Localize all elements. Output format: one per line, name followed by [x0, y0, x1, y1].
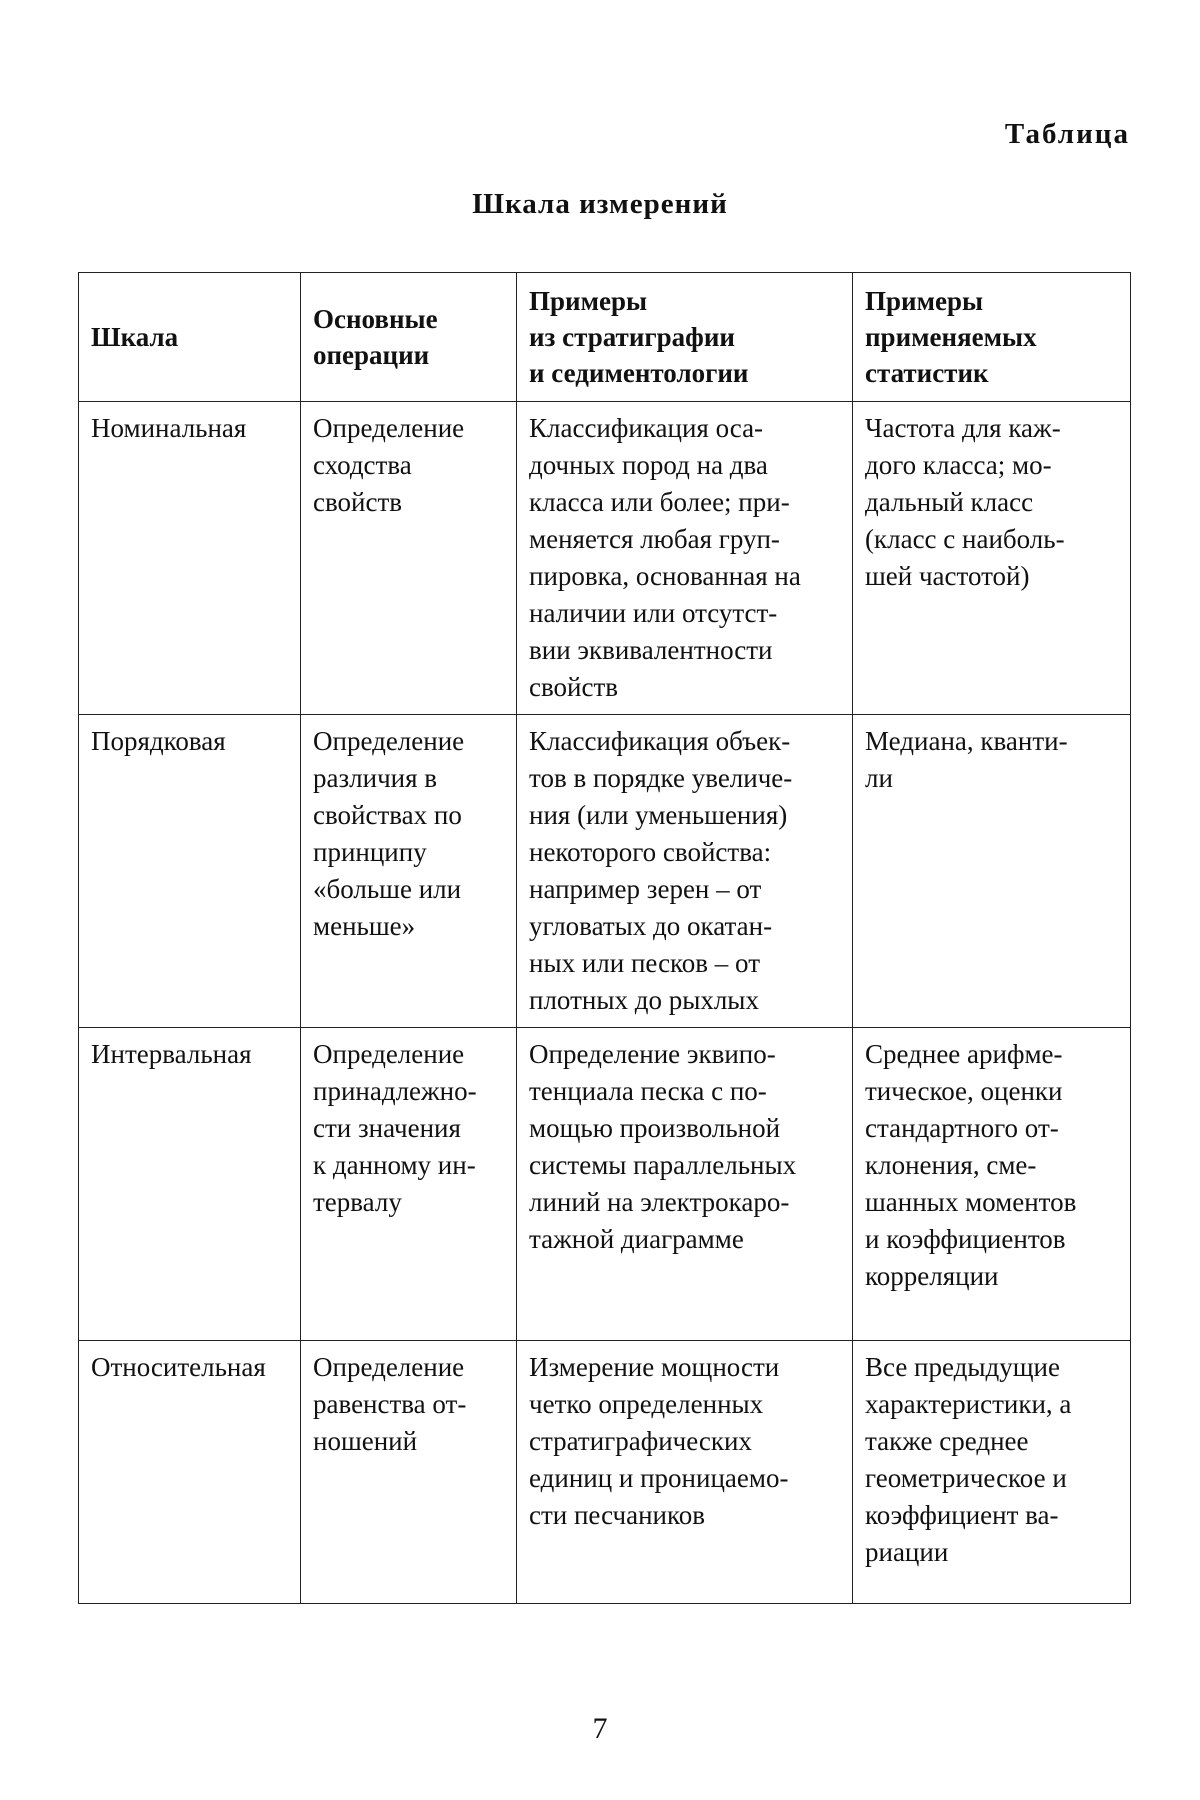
cell-scale: Относительная: [79, 1341, 301, 1604]
table-row: [79, 1341, 1131, 1604]
cell-examples: Определение эквипо- тенциала песка с по- мощью произвольной системы параллельных линий на электрокаро- тажной диаграмме: [517, 1028, 853, 1341]
table-header-row: [79, 273, 1131, 402]
cell-examples: Измерение мощности четко определенных стратиграфических единиц и проницаемо- сти песчаников: [517, 1341, 853, 1604]
table-label: Таблица: [1005, 118, 1130, 151]
table-row: [79, 402, 1131, 715]
cell-operations: Определение равенства от- ношений: [301, 1341, 517, 1604]
header-cell-operations: Основные операции: [301, 273, 517, 402]
page-number: 7: [0, 1712, 1200, 1746]
cell-examples: Классификация объек- тов в порядке увеличе- ния (или уменьшения) некоторого свойства: например зерен – от угловатых до окатан- ных или песков – от плотных до рыхлых: [517, 715, 853, 1028]
cell-operations: Определение принадлежно- сти значения к данному ин- тервалу: [301, 1028, 517, 1341]
document-page: [0, 0, 1200, 1800]
cell-statistics: Медиана, кванти- ли: [853, 715, 1131, 1028]
cell-scale: Интервальная: [79, 1028, 301, 1341]
table-title: Шкала измерений: [0, 188, 1200, 221]
cell-scale: Номинальная: [79, 402, 301, 715]
cell-scale: Порядковая: [79, 715, 301, 1028]
cell-statistics: Частота для каж- дого класса; мо- дальный класс (класс с наиболь- шей частотой): [853, 402, 1131, 715]
header-cell-scale: Шкала: [79, 273, 301, 402]
cell-examples: Классификация оса- дочных пород на два класса или более; при- меняется любая груп- пировка, основанная на наличии или отсутст- вии эквивалентности свойств: [517, 402, 853, 715]
cell-statistics: Среднее арифме- тическое, оценки стандартного от- клонения, сме- шанных моментов и коэффициентов корреляции: [853, 1028, 1131, 1341]
measurement-scale-table: [78, 272, 1131, 1604]
table-row: [79, 1028, 1131, 1341]
cell-operations: Определение различия в свойствах по принципу «больше или меньше»: [301, 715, 517, 1028]
cell-statistics: Все предыдущие характеристики, а также среднее геометрическое и коэффициент ва- риации: [853, 1341, 1131, 1604]
header-cell-statistics: Примеры применяемых статистик: [853, 273, 1131, 402]
header-cell-examples: Примеры из стратиграфии и седиментологии: [517, 273, 853, 402]
table-row: [79, 715, 1131, 1028]
cell-operations: Определение сходства свойств: [301, 402, 517, 715]
